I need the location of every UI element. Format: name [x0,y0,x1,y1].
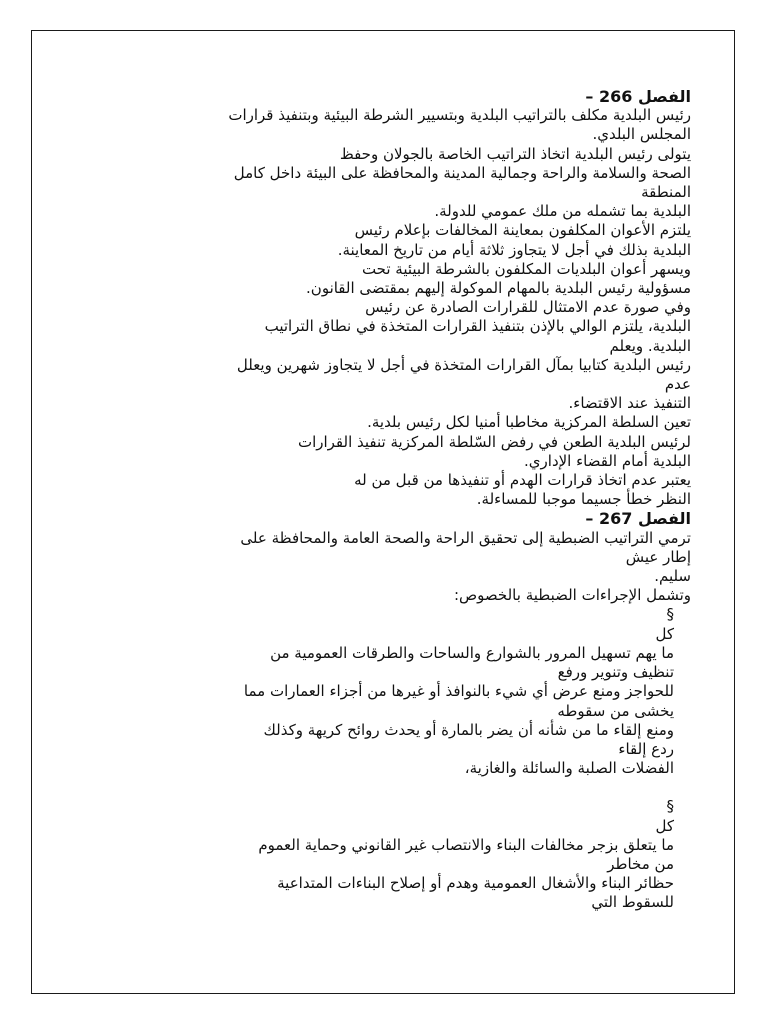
bullet-text-line: كل [655,624,674,643]
bullet-text-line: ما يتعلق بزجر مخالفات البناء والانتصاب غير القانوني وحماية العموم [258,835,674,854]
paragraph-line: مسؤولية رئيس البلدية بالمهام الموكولة إليهم بمقتضى القانون. [306,279,691,298]
section-heading: الفصل 267 – [585,509,691,529]
bullet-text-line: ومنع إلقاء ما من شأنه أن يضر بالمارة أو يحدث روائح كريهة وكذلك [263,720,674,739]
bullet-symbol: § [666,797,674,816]
paragraph-line: يلتزم الأعوان المكلفون بمعاينة المخالفات بإعلام رئيس [354,221,691,240]
paragraph-line: ترمي التراتيب الضبطية إلى تحقيق الراحة والصحة العامة والمحافظة على [240,528,691,547]
document-text [32,87,691,913]
document-page [31,30,735,994]
paragraph-line: البلدية، يلتزم الوالي بالإذن بتنفيذ القرارات المتخذة في نطاق التراتيب [264,317,691,336]
paragraph-line: يتولى رئيس البلدية اتخاذ التراتيب الخاصة بالجولان وحفظ [339,144,691,163]
paragraph-line: الصحة والسلامة والراحة وجمالية المدينة والمحافظة على البيئة داخل كامل [233,163,691,182]
bullet-text-line: للسقوط التي [591,893,674,912]
paragraph-line: المجلس البلدي. [592,125,691,144]
paragraph-line: البلدية أمام القضاء الإداري. [524,451,691,470]
paragraph-line: البلدية بما تشمله من ملك عمومي للدولة. [434,202,691,221]
paragraph-line: البلدية. ويعلم [609,336,691,355]
bullet-text-line: حظائر البناء والأشغال العمومية وهدم أو إصلاح البناءات المتداعية [277,874,674,893]
bullet-symbol: § [666,605,674,624]
paragraph-line: لرئيس البلدية الطعن في رفض السّلطة المركزية تنفيذ القرارات [297,432,691,451]
paragraph-line: المنطقة [641,183,691,202]
paragraph-line: يعتبر عدم اتخاذ قرارات الهدم أو تنفيذها من قبل من له [354,471,691,490]
bullet-text-line: ما يهم تسهيل المرور بالشوارع والساحات والطرقات العمومية من [270,643,674,662]
paragraph-line: وفي صورة عدم الامتثال للقرارات الصادرة عن رئيس [365,298,691,317]
paragraph-line: رئيس البلدية مكلف بالتراتيب البلدية وبتسيير الشرطة البيئية وبتنفيذ قرارات [228,106,691,125]
paragraph-line: وتشمل الإجراءات الضبطية بالخصوص: [453,586,691,605]
paragraph-line: رئيس البلدية كتابيا بمآل القرارات المتخذة في أجل لا يتجاوز شهرين ويعلل [236,355,691,374]
paragraph-line: إطار عيش [625,547,691,566]
paragraph-line: تعين السلطة المركزية مخاطبا أمنيا لكل رئيس بلدية. [367,413,691,432]
paragraph-line: سليم. [654,567,691,586]
bullet-text-line: كل [655,816,674,835]
bullet-text-line: من مخاطر [607,854,674,873]
paragraph-line: عدم [664,375,691,394]
bullet-text-line: الفضلات الصلبة والسائلة والغازية، [464,759,674,778]
bullet-text-line: ردع إلقاء [618,739,674,758]
paragraph-line: التنفيذ عند الاقتضاء. [568,394,691,413]
section-heading: الفصل 266 – [585,87,691,106]
bullet-text-line: يخشى من سقوطه [557,701,674,720]
paragraph-line: البلدية بذلك في أجل لا يتجاوز ثلاثة أيام من تاريخ المعاينة. [337,240,691,259]
paragraph-line: ويسهر أعوان البلديات المكلفون بالشرطة البيئية تحت [361,259,691,278]
bullet-text-line: تنظيف وتنوير ورفع [557,663,674,682]
bullet-text-line: للحواجز ومنع عرض أي شيء بالنوافذ أو غيرها من أجزاء العمارات مما [243,682,674,701]
paragraph-line: النظر خطأ جسيما موجبا للمساءلة. [476,490,691,509]
